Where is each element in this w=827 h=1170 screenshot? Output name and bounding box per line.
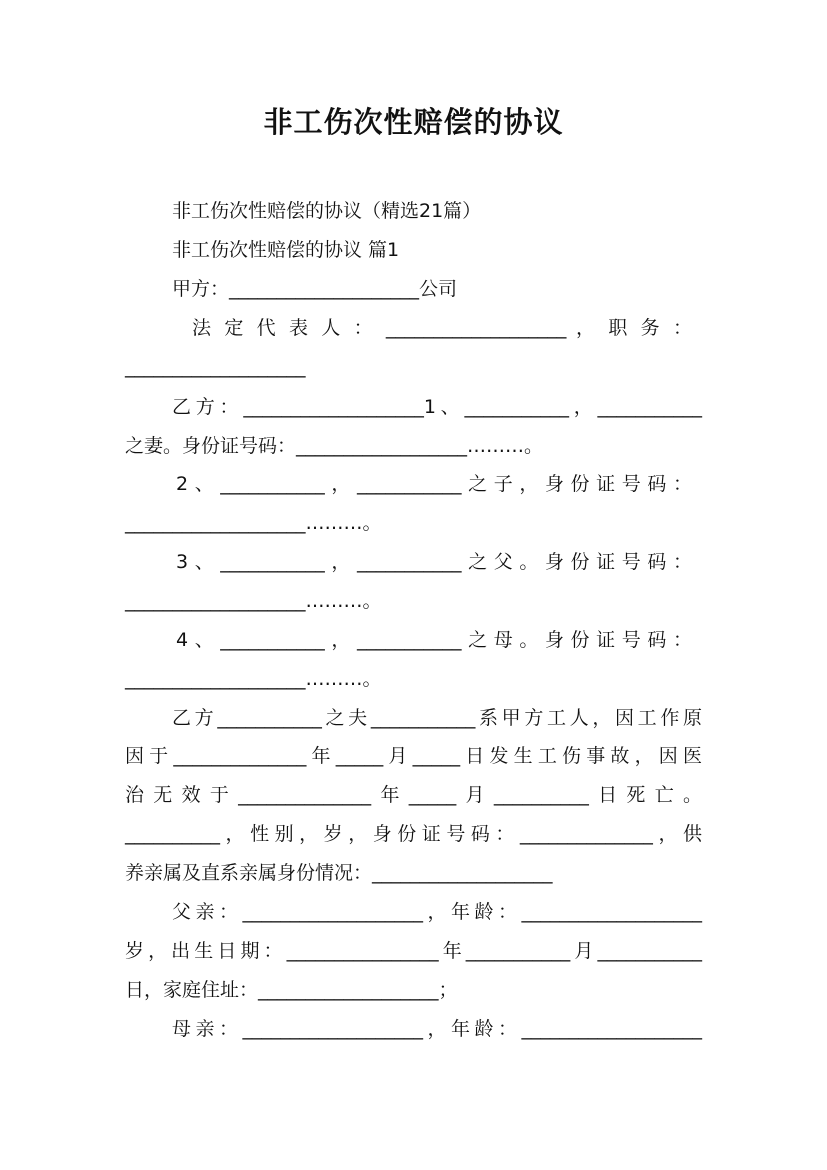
text-line: 4、___________，___________之母。身份证号码：: [176, 629, 692, 651]
text-line: 非工伤次性赔偿的协议（精选21篇）: [172, 200, 482, 222]
text-line: 非工伤次性赔偿的协议 篇1: [172, 239, 400, 261]
text-line: 岁，出生日期：________________年___________月___________: [125, 940, 702, 962]
text-line: 乙方___________之夫___________系甲方工人，因工作原: [172, 707, 702, 729]
text-line: 治无效于______________年_____月__________日死亡。: [125, 784, 702, 806]
document-title: 非工伤次性赔偿的协议: [263, 105, 564, 139]
text-line: 乙方：___________________1、___________，___________: [172, 396, 702, 418]
text-line: ___________________: [125, 356, 306, 378]
text-line: 2、___________，___________之子，身份证号码：: [176, 473, 692, 495]
text-line: __________，性别，岁，身份证号码：______________，供: [125, 823, 702, 845]
text-line: 甲方：____________________公司: [172, 278, 458, 300]
text-line: 因于______________年_____月_____日发生工伤事故，因医: [125, 745, 702, 767]
text-line: ___________________………。: [125, 590, 382, 612]
text-line: 母亲：___________________，年龄：___________________: [172, 1018, 702, 1040]
text-line: 日，家庭住址：___________________；: [125, 979, 458, 1001]
text-line: 法 定 代 表 人 ： ___________________ ， 职 务 ：: [192, 317, 692, 339]
text-line: 养亲属及直系亲属身份情况：___________________: [125, 862, 553, 884]
text-line: 3、___________，___________之父。身份证号码：: [176, 551, 692, 573]
text-line: ___________________………。: [125, 668, 382, 690]
text-line: 父亲：___________________，年龄：___________________: [172, 901, 702, 923]
text-line: ___________________………。: [125, 512, 382, 534]
text-line: 之妻。身份证号码：__________________………。: [125, 435, 544, 457]
